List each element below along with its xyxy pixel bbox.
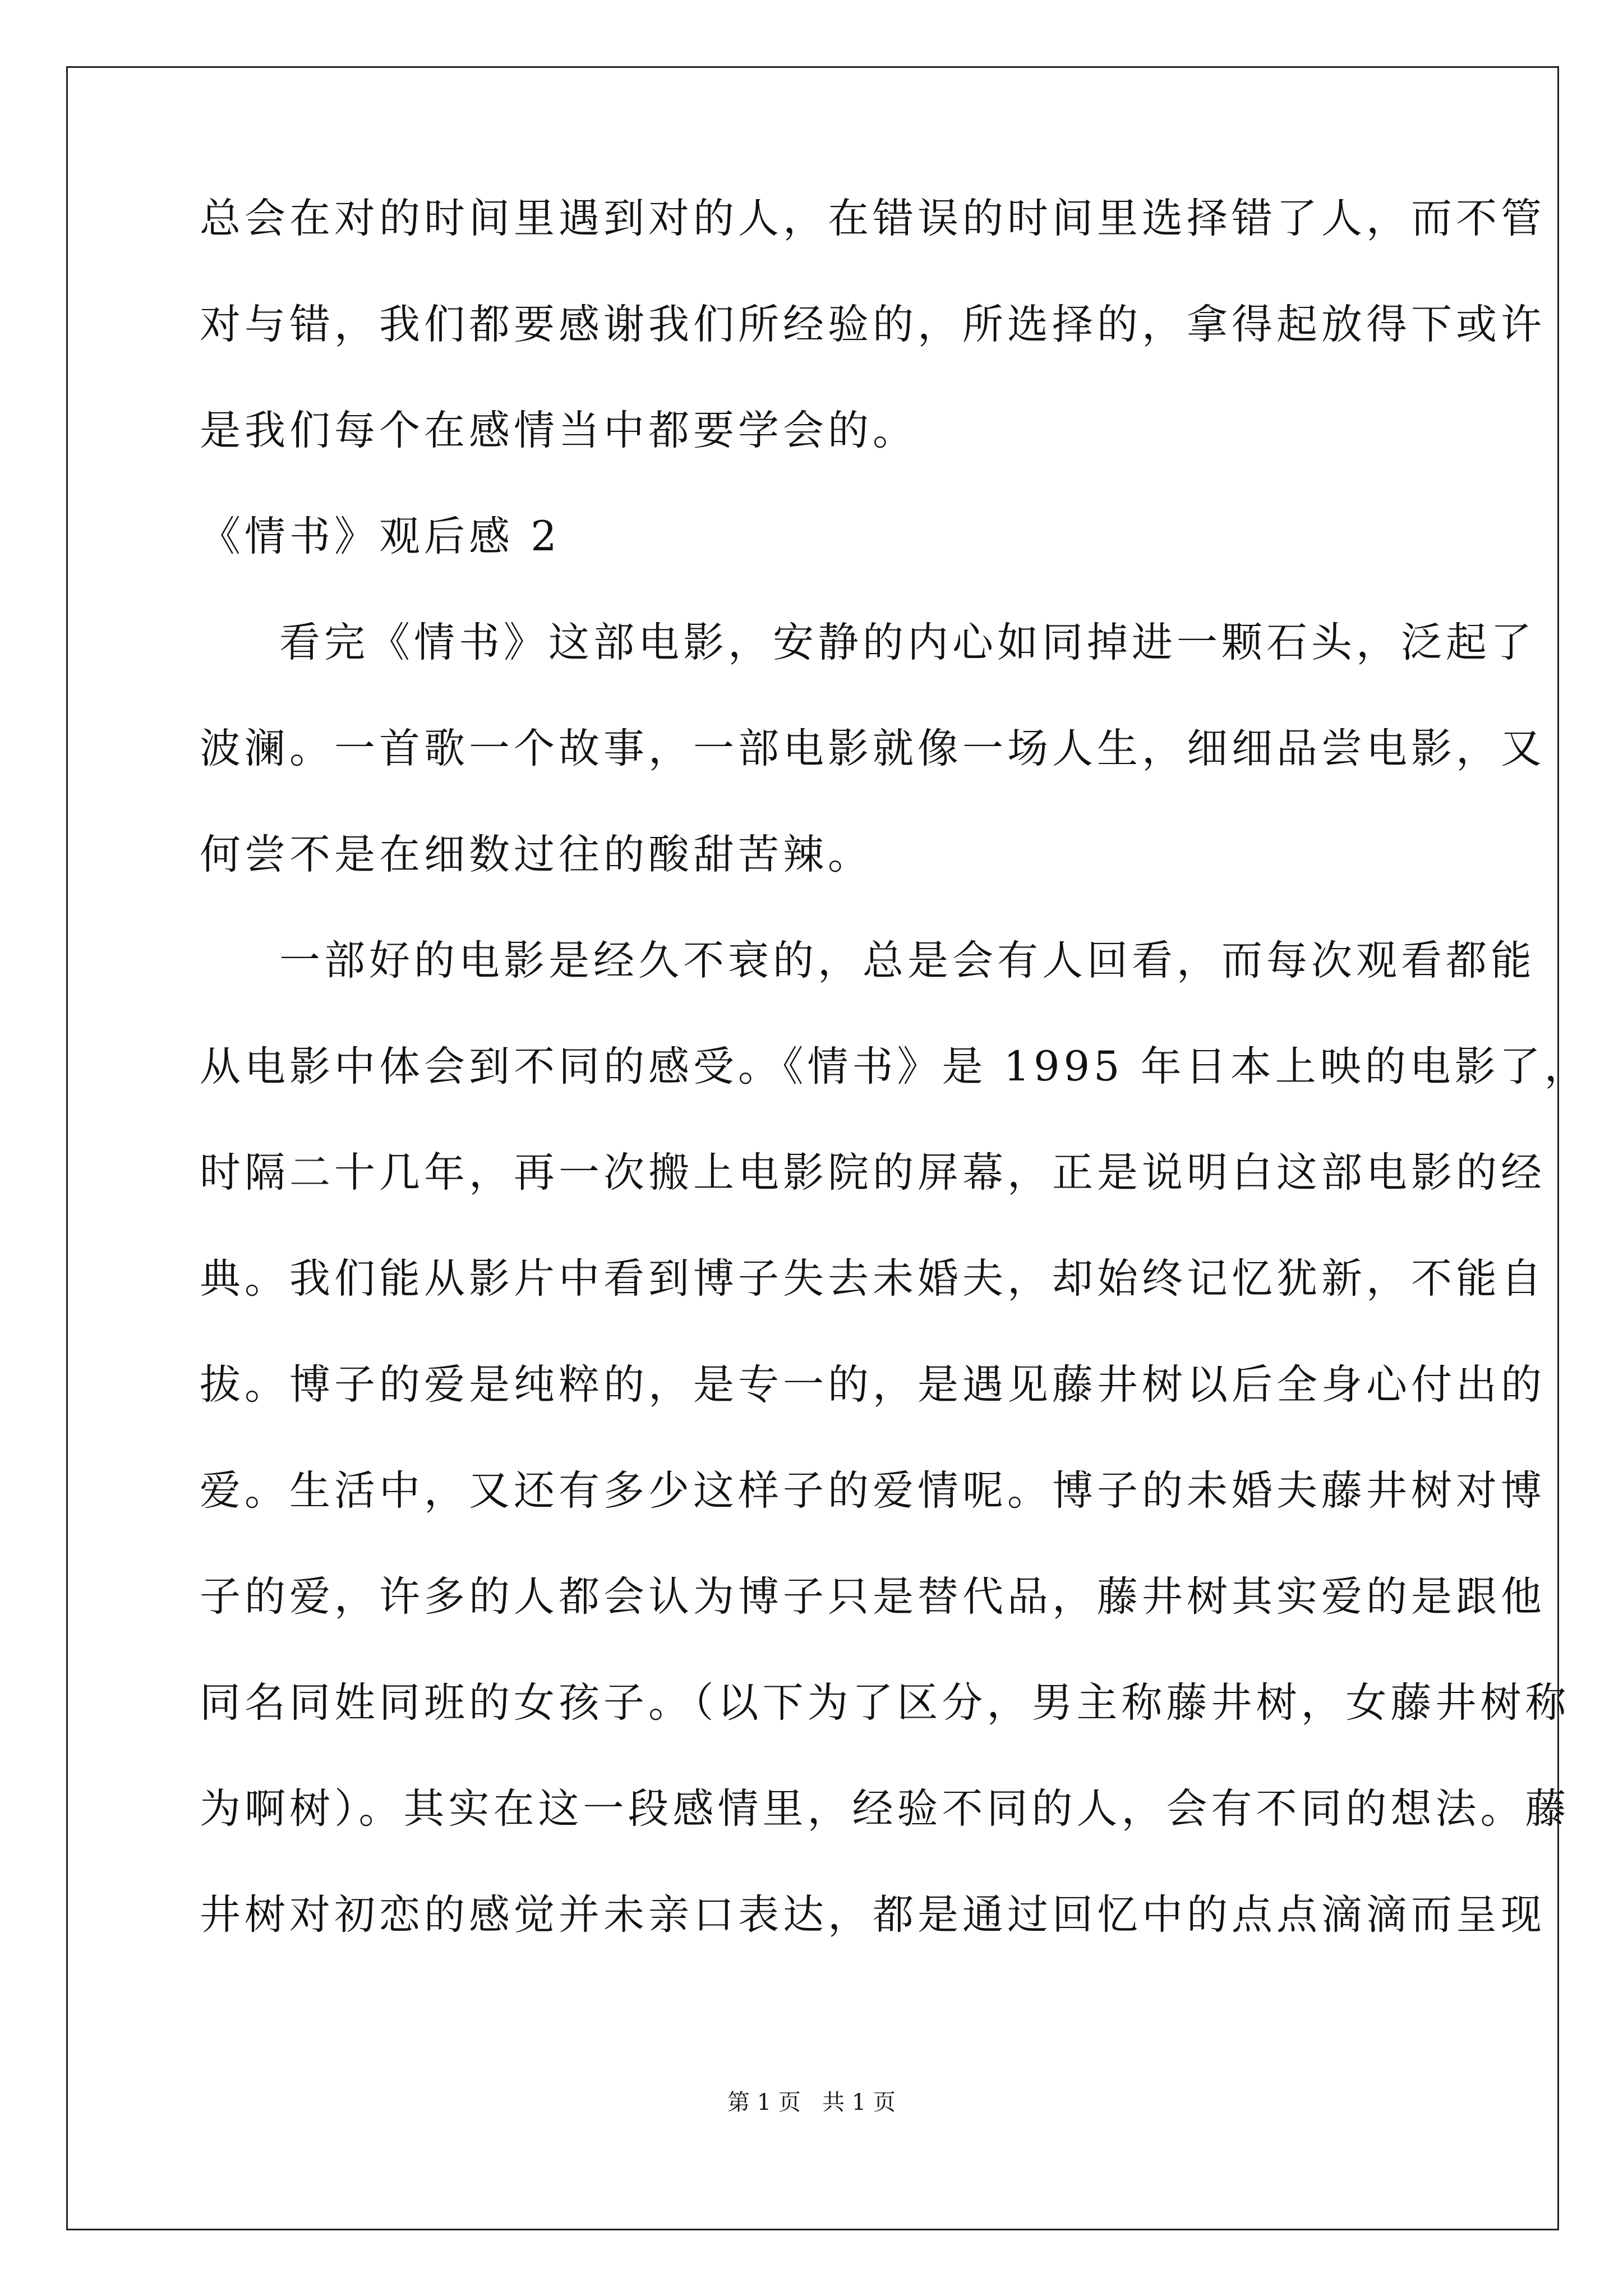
- text-line: 一部好的电影是经久不衰的，总是会有人回看，而每次观看都能: [279, 937, 1536, 984]
- text-line: 子的爱，许多的人都会认为博子只是替代品，藤井树其实爱的是跟他: [200, 1573, 1546, 1621]
- section-heading: 《情书》观后感 2: [200, 513, 561, 560]
- text-line: 对与错，我们都要感谢我们所经验的，所选择的，拿得起放得下或许: [200, 301, 1546, 348]
- text-line: 总会在对的时间里遇到对的人，在错误的时间里选择错了人，而不管: [200, 195, 1546, 242]
- text-line: 为啊树）。其实在这一段感情里，经验不同的人，会有不同的想法。藤: [200, 1785, 1570, 1833]
- text-line: 看完《情书》这部电影，安静的内心如同掉进一颗石头，泛起了: [279, 619, 1536, 666]
- text-line: 是我们每个在感情当中都要学会的。: [200, 407, 917, 454]
- text-line: 爱。生活中，又还有多少这样子的爱情呢。博子的未婚夫藤井树对博: [200, 1467, 1546, 1515]
- text-line: 井树对初恋的感觉并未亲口表达，都是通过回忆中的点点滴滴而呈现: [200, 1891, 1546, 1939]
- text-line: 时隔二十几年，再一次搬上电影院的屏幕，正是说明白这部电影的经: [200, 1149, 1546, 1197]
- text-line: 典。我们能从影片中看到博子失去未婚夫，却始终记忆犹新，不能自: [200, 1255, 1546, 1303]
- text-line: 从电影中体会到不同的感受。《情书》是 1995 年日本上映的电影了，: [200, 1043, 1589, 1091]
- text-line: 拔。博子的爱是纯粹的，是专一的，是遇见藤井树以后全身心付出的: [200, 1361, 1546, 1409]
- page-footer: 第 1 页 共 1 页: [727, 2090, 896, 2115]
- text-line: 同名同姓同班的女孩子。（以下为了区分，男主称藤井树，女藤井树称: [200, 1679, 1570, 1727]
- text-line: 何尝不是在细数过往的酸甜苦辣。: [200, 831, 873, 878]
- text-line: 波澜。一首歌一个故事，一部电影就像一场人生，细细品尝电影，又: [200, 725, 1546, 772]
